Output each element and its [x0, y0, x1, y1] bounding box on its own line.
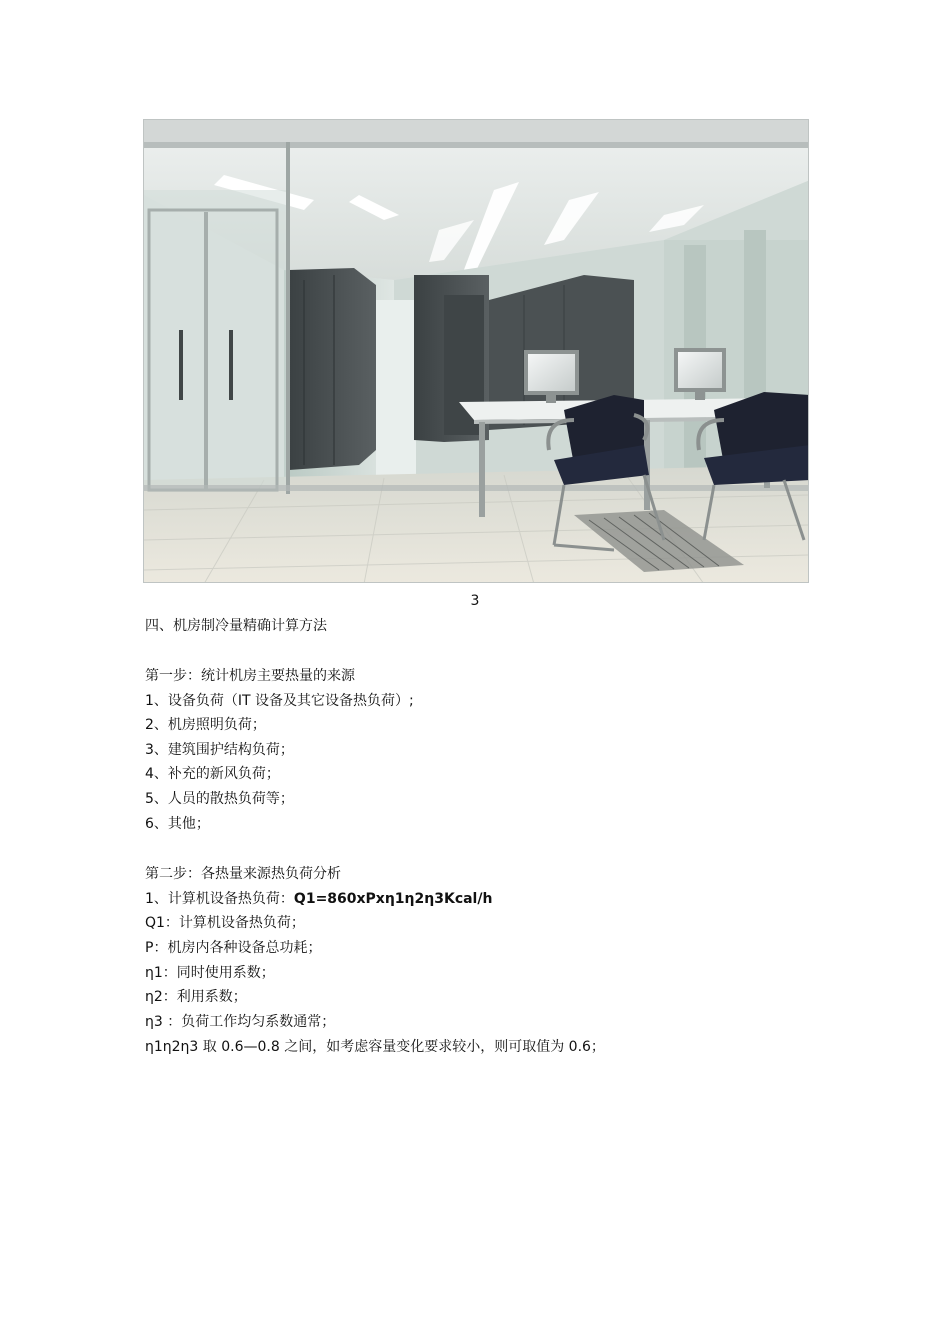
formula: Q1=860xPxη1η2η3Kcal/h: [293, 891, 493, 907]
server-room-illustration: [144, 120, 809, 583]
list-item: 5、人员的散热负荷等；: [145, 791, 294, 807]
formula-prefix: 1、计算机设备热负荷：: [145, 891, 294, 907]
formula-line: [145, 890, 492, 908]
list-item: 4、补充的新风负荷；: [145, 766, 280, 782]
definition-item: η1：同时使用系数；: [145, 965, 275, 981]
list-item: 6、其他；: [145, 816, 210, 832]
step2-title: 第二步：各热量来源热负荷分析: [145, 866, 341, 882]
server-room-photo: [143, 119, 809, 583]
section-title: 四、机房制冷量精确计算方法: [145, 618, 327, 634]
step1-title: 第一步：统计机房主要热量的来源: [145, 668, 355, 684]
list-item: 3、建筑围护结构负荷；: [145, 742, 294, 758]
list-item: 1、设备负荷（IT 设备及其它设备热负荷）;: [145, 693, 414, 709]
list-item: 2、机房照明负荷；: [145, 717, 266, 733]
definition-item: η3 ：负荷工作均匀系数通常；: [145, 1014, 336, 1030]
definition-item: η2：利用系数；: [145, 989, 247, 1005]
definition-item: P：机房内各种设备总功耗；: [145, 940, 322, 956]
definition-item: Q1：计算机设备热负荷；: [145, 915, 305, 931]
figure-caption-number: 3: [470, 593, 480, 609]
definition-item: η1η2η3 取 0.6—0.8 之间，如考虑容量变化要求较小，则可取值为 0.6；: [145, 1039, 605, 1055]
